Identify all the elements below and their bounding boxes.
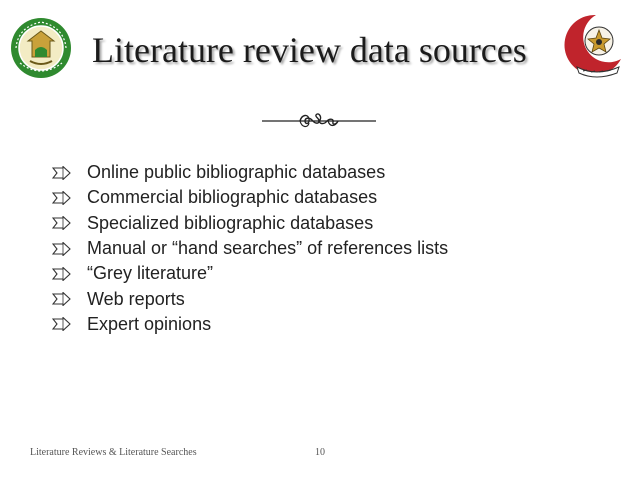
hollow-arrow-icon — [52, 166, 71, 180]
hollow-arrow-icon — [52, 191, 71, 205]
medical-crest-logo — [561, 11, 631, 81]
bullet-text: Online public bibliographic databases — [87, 162, 386, 183]
bullet-item — [52, 160, 448, 185]
hollow-arrow-icon — [52, 317, 71, 331]
bullet-text: Web reports — [87, 288, 185, 309]
bullet-item — [52, 261, 448, 286]
hollow-arrow-icon — [52, 242, 71, 256]
slide-title: Literature review data sources — [92, 30, 527, 70]
ornamental-divider — [262, 111, 376, 131]
bullet-text: Commercial bibliographic databases — [87, 187, 378, 208]
hollow-arrow-icon — [52, 216, 71, 230]
footer-text: Literature Reviews & Literature Searches — [30, 447, 197, 458]
bullet-text: Expert opinions — [87, 313, 212, 334]
bullet-text: Specialized bibliographic databases — [87, 212, 374, 233]
bullet-item — [52, 236, 448, 261]
bullet-item — [52, 211, 448, 236]
bullet-text: Manual or “hand searches” of references lists — [87, 238, 449, 259]
bullet-item — [52, 185, 448, 210]
hollow-arrow-icon — [52, 267, 71, 281]
bullet-list — [52, 160, 448, 337]
hollow-arrow-icon — [52, 292, 71, 306]
bullet-item — [52, 312, 448, 337]
bullet-text: “Grey literature” — [87, 263, 214, 284]
university-seal-logo — [10, 17, 72, 79]
bullet-item — [52, 286, 448, 311]
page-number: 10 — [315, 447, 325, 458]
